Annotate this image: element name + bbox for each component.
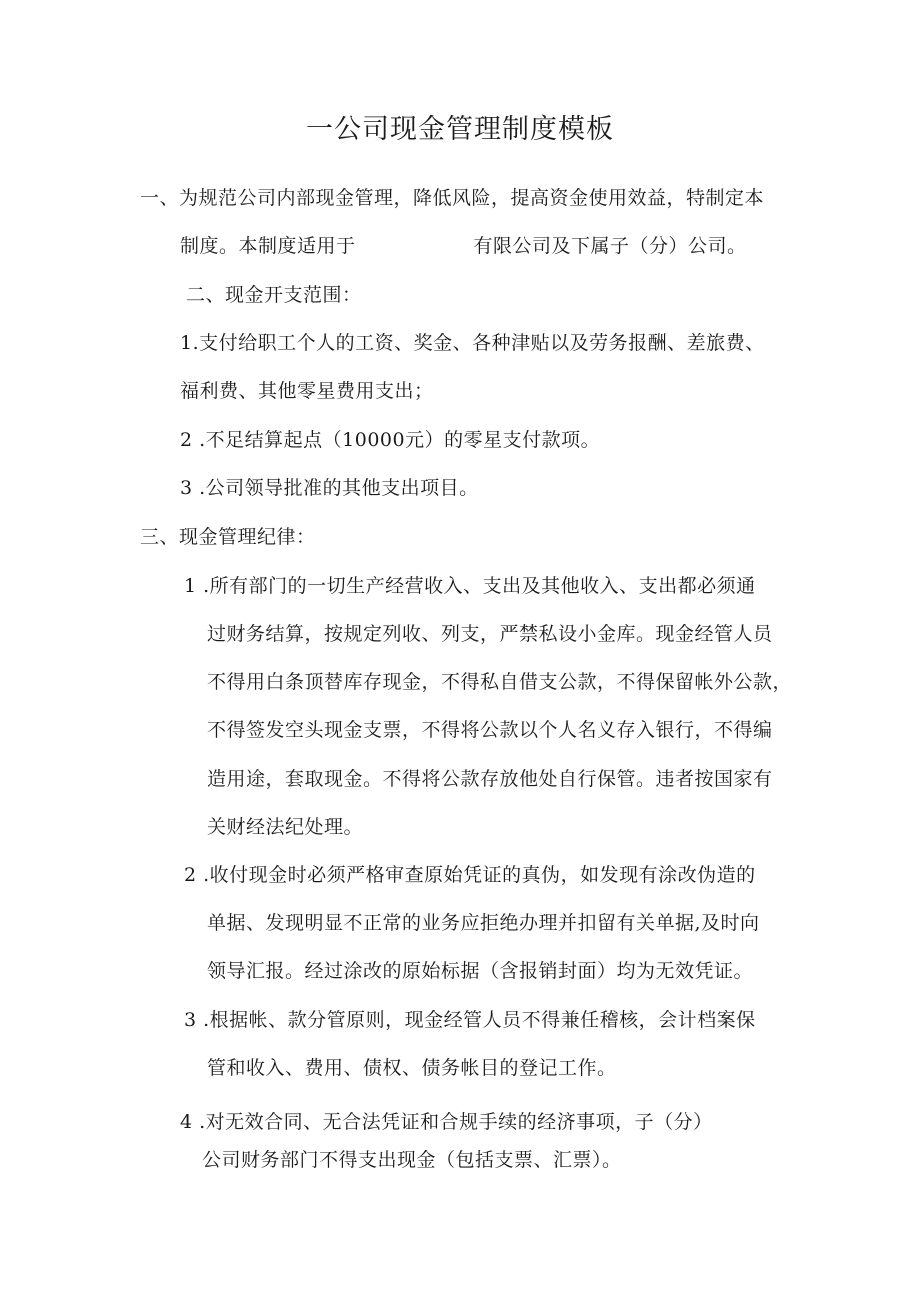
section3-item3-line1: 3 .根据帐、款分管原则，现金经管人员不得兼任稽核，会计档案保: [184, 1009, 756, 1031]
section3-item2-line1: 2 .收付现金时必须严格审查原始凭证的真伪，如发现有涂改伪造的: [184, 864, 756, 886]
section1-line2: [180, 234, 747, 258]
document-title: 一公司现金管理制度模板: [306, 114, 614, 145]
section2-item3: 3 .公司领导批准的其他支出项目。: [180, 477, 479, 499]
section3-item1-line4: 不得签发空头现金支票，不得将公款以个人名义存入银行，不得编: [207, 719, 773, 741]
section3-item3-line2: 管和收入、费用、债权、债务帐目的登记工作。: [207, 1057, 617, 1079]
section2-item1-line2: 福利费、其他零星费用支出；: [180, 380, 434, 402]
section3-item2-line2: 单据、发现明显不正常的业务应拒绝办理并扣留有关单据,及时向: [207, 912, 760, 934]
section1-line2-part1: 制度。本制度适用于: [180, 235, 356, 257]
section3-item2-line3: 领导汇报。经过涂改的原始标据（含报销封面）均为无效凭证。: [207, 960, 754, 982]
section2-item2: 2 .不足结算起点（10000元）的零星支付款项。: [180, 429, 601, 451]
section2-item1-line1: 1.支付给职工个人的工资、奖金、各种津贴以及劳务报酬、差旅费、: [180, 332, 765, 354]
section1-line2-part2: 有限公司及下属子（分）公司。: [473, 235, 747, 257]
section3-item4-line1: 4 .对无效合同、无合法凭证和合规手续的经济事项，子（分）: [180, 1111, 713, 1133]
section1-line1: 一、为规范公司内部现金管理，降低风险，提高资金使用效益，特制定本: [140, 187, 765, 209]
section3-item1-line2: 过财务结算，按规定列收、列支，严禁私设小金库。现金经管人员: [207, 623, 773, 645]
section3-item1-line6: 关财经法纪处理。: [207, 816, 364, 838]
section3-heading: 三、现金管理纪律：: [140, 526, 316, 548]
section3-item1-line1: 1 .所有部门的一切生产经营收入、支出及其他收入、支出都必须通: [184, 575, 756, 597]
section3-item1-line5: 造用途，套取现金。不得将公款存放他处自行保管。违者按国家有: [207, 768, 773, 790]
section3-item1-line3: 不得用白条顶替库存现金，不得私自借支公款，不得保留帐外公款，: [207, 671, 793, 693]
section2-heading: 二、现金开支范围：: [186, 284, 362, 306]
section3-item4-line2: 公司财务部门不得支出现金（包括支票、汇票）。: [202, 1149, 622, 1171]
